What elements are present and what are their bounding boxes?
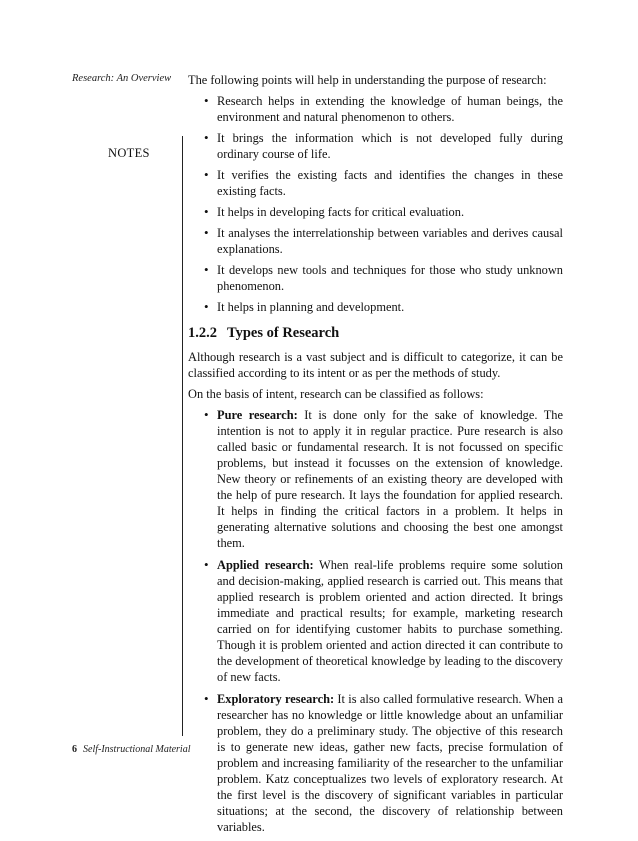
page-number: 6 bbox=[72, 744, 77, 755]
list-item: • It helps in planning and development. bbox=[204, 299, 563, 315]
main-content bbox=[188, 72, 563, 841]
intro-paragraph: The following points will help in understanding the purpose of research: bbox=[188, 73, 547, 87]
purpose-list bbox=[188, 93, 563, 315]
section-number: 1.2.2 bbox=[188, 325, 217, 341]
term: Exploratory research: bbox=[217, 692, 335, 706]
running-head: Research: An Overview bbox=[72, 73, 172, 84]
list-item: • It develops new tools and techniques for those who study unknown phenomenon. bbox=[204, 262, 563, 294]
definition: It is done only for the sake of knowledge. The intention is not to apply it in regular practice. Pure research is also called basic or fundamental research. It is not focussed on specific problems, but instead it focusses on the extension of knowledge. New theory or refinements of an existing theory are developed with the help of pure research. It lays the foundation for applied research. It helps in finding the critical factors in a problem. It helps in generating alternative solutions and choosing the best one amongst them. bbox=[217, 408, 563, 550]
section-title: Types of Research bbox=[227, 325, 340, 341]
definition: When real-life problems require some solution and decision-making, applied research is carried out. This means that applied research is problem oriented and action directed. It brings immediate and practical results; for example, marketing research carried on for identifying customer habits to purchase something. Though it is problem oriented and action directed it can contribute to the development of theoretical knowledge by leading to the discovery of new facts. bbox=[217, 558, 563, 684]
footer-text: Self-Instructional Material bbox=[83, 744, 191, 755]
list-item bbox=[204, 691, 563, 835]
list-item: • It helps in developing facts for critical evaluation. bbox=[204, 204, 563, 220]
list-item: • Research helps in extending the knowledge of human beings, the environment and natural phenomenon to others. bbox=[204, 93, 563, 125]
page-footer bbox=[72, 744, 191, 755]
paragraph: Although research is a vast subject and is difficult to categorize, it can be classified according to its intent or as per the methods of study. bbox=[188, 350, 563, 380]
term: Pure research: bbox=[217, 408, 298, 422]
list-item: • It verifies the existing facts and identifies the changes in these existing facts. bbox=[204, 167, 563, 199]
margin-rule bbox=[182, 136, 183, 736]
types-list bbox=[188, 407, 563, 835]
list-item: • It analyses the interrelationship between variables and derives causal explanations. bbox=[204, 225, 563, 257]
list-item bbox=[204, 407, 563, 551]
list-item: • It brings the information which is not developed fully during ordinary course of life. bbox=[204, 130, 563, 162]
section-heading bbox=[188, 325, 563, 341]
paragraph: On the basis of intent, research can be classified as follows: bbox=[188, 387, 484, 401]
term: Applied research: bbox=[217, 558, 314, 572]
definition: It is also called formulative research. When a researcher has no knowledge or little knowledge about an unfamiliar problem, they do a preliminary study. The objective of this research is to generate new ideas, gather new facts, precise formulation of problem and increasing familiarity of the researcher to the unfamiliar problem. Katz conceptualizes two levels of exploratory research. At the first level is the discovery of significant variables in particular situations; at the second, the discovery of relationship between variables. bbox=[217, 692, 563, 834]
notes-label: NOTES bbox=[108, 146, 150, 160]
list-item bbox=[204, 557, 563, 685]
